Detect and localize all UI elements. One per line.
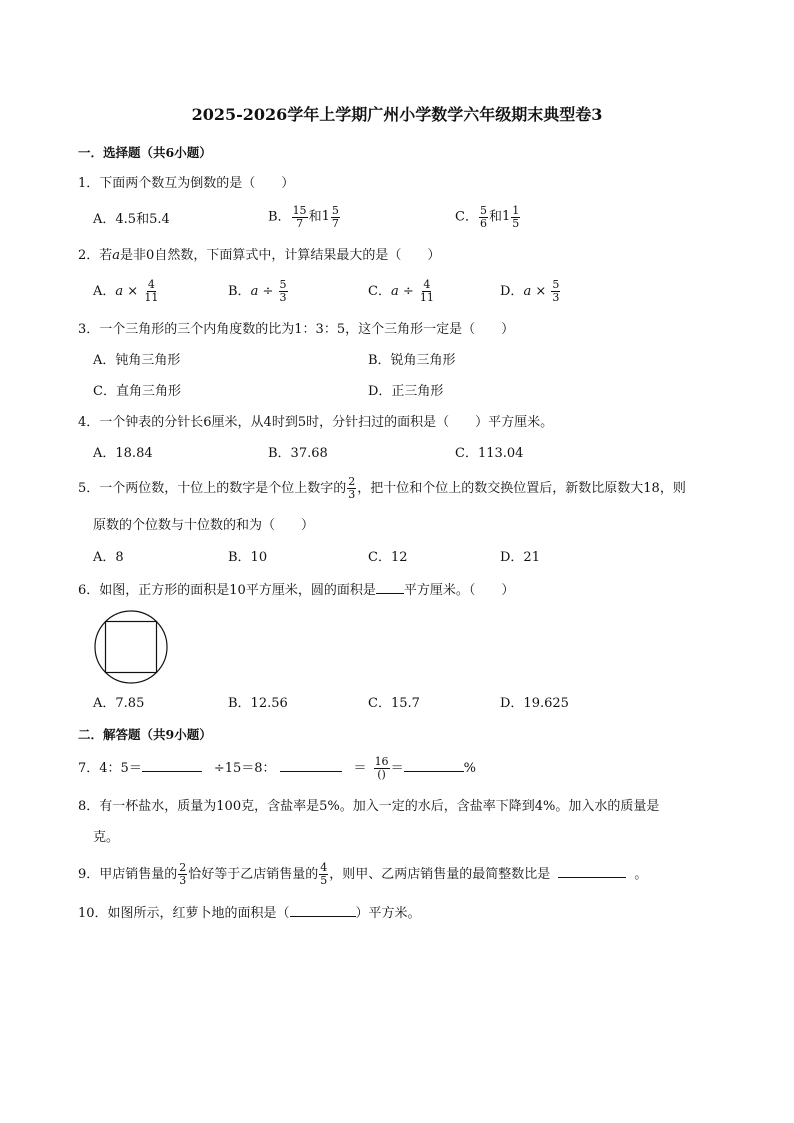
question-3-text: 3．一个三角形的三个内角度数的比为1：3：5，这个三角形一定是（ ） xyxy=(78,322,515,337)
question-8-line2: 克。 xyxy=(93,830,120,845)
q2-option-d: D．a × $\frac{5}{3}$ xyxy=(500,278,560,304)
q9-answer-blank[interactable] xyxy=(558,865,626,878)
q3-option-d: D．正三角形 xyxy=(368,384,444,399)
question-1-text: 1．下面两个数互为倒数的是（ ） xyxy=(78,176,295,191)
q5-option-a: A．8 xyxy=(93,550,124,565)
q3-option-b: B．锐角三角形 xyxy=(368,353,456,368)
q1-option-a: A．4.5和5.4 xyxy=(93,212,170,227)
q3-option-a: A．钝角三角形 xyxy=(93,353,181,368)
q5-option-c: C．12 xyxy=(368,550,408,565)
q4-option-c: C．113.04 xyxy=(455,446,524,461)
q1-option-b: B． $\frac{15}{7}$ 和 1 $\frac{5}{7}$ xyxy=(268,203,339,230)
q4-option-a: A．18.84 xyxy=(93,446,153,461)
circle-square-figure xyxy=(92,608,170,686)
q7-blank-1[interactable] xyxy=(142,759,202,772)
q6-option-a: A．7.85 xyxy=(93,696,145,711)
question-2-text: 2．若a是非0自然数，下面算式中，计算结果最大的是（ ） xyxy=(78,248,441,263)
q6-option-c: C．15.7 xyxy=(368,696,420,711)
q6-answer-blank[interactable] xyxy=(376,581,404,594)
q3-option-c: C．直角三角形 xyxy=(93,384,181,399)
section-heading-choice: 一．选择题（共6小题） xyxy=(78,145,212,160)
q7-blank-3[interactable] xyxy=(404,759,464,772)
q6-option-d: D．19.625 xyxy=(500,696,569,711)
question-9-text: 9．甲店销售量的 $\frac{2}{3}$ 恰好等于乙店销售量的 $\frac{4}{5}$ ，则甲、乙两店销售量的最简整数比是 。 xyxy=(78,861,648,887)
q6-option-b: B．12.56 xyxy=(228,696,288,711)
q2-option-b: B．a ÷ $\frac{5}{3}$ xyxy=(228,278,287,304)
question-5-text: 5．一个两位数，十位上的数字是个位上数字的 $\frac{2}{3}$ ，把十位和个位上的数交换位置后，新数比原数大18，则 xyxy=(78,475,686,501)
q10-answer-blank[interactable] xyxy=(290,904,356,917)
question-4-text: 4．一个钟表的分针长6厘米，从4时到5时，分针扫过的面积是（ ）平方厘米。 xyxy=(78,415,554,430)
section-heading-answer: 二．解答题（共9小题） xyxy=(78,727,212,742)
question-5-line2: 原数的个位数与十位数的和为（ ） xyxy=(93,518,315,533)
page-title: 2025-2026学年上学期广州小学数学六年级期末典型卷3 xyxy=(191,105,603,124)
question-10-text: 10．如图所示，红萝卜地的面积是（ ）平方米。 xyxy=(78,906,421,921)
q5-option-b: B．10 xyxy=(228,550,268,565)
q2-option-c: C．a ÷ $\frac{4}{11}$ xyxy=(368,278,434,304)
question-8-line1: 8．有一杯盐水，质量为100克，含盐率是5%。加入一定的水后，含盐率下降到4%。加入水的质量是 xyxy=(78,799,660,814)
q4-option-b: B．37.68 xyxy=(268,446,328,461)
q5-option-d: D．21 xyxy=(500,550,540,565)
figure-square xyxy=(106,622,157,673)
q1-option-c: C． $\frac{5}{6}$ 和 1 $\frac{1}{5}$ xyxy=(455,203,520,230)
q7-blank-2[interactable] xyxy=(280,759,342,772)
q2-option-a: A．a × $\frac{4}{11}$ xyxy=(93,278,159,304)
question-6-text: 6．如图，正方形的面积是10平方厘米，圆的面积是 平方厘米。（ ） xyxy=(78,583,515,598)
question-7-text: 7．4：5＝ ÷15＝8： ＝ $\frac{16}{()}$ ＝ % xyxy=(78,755,476,781)
